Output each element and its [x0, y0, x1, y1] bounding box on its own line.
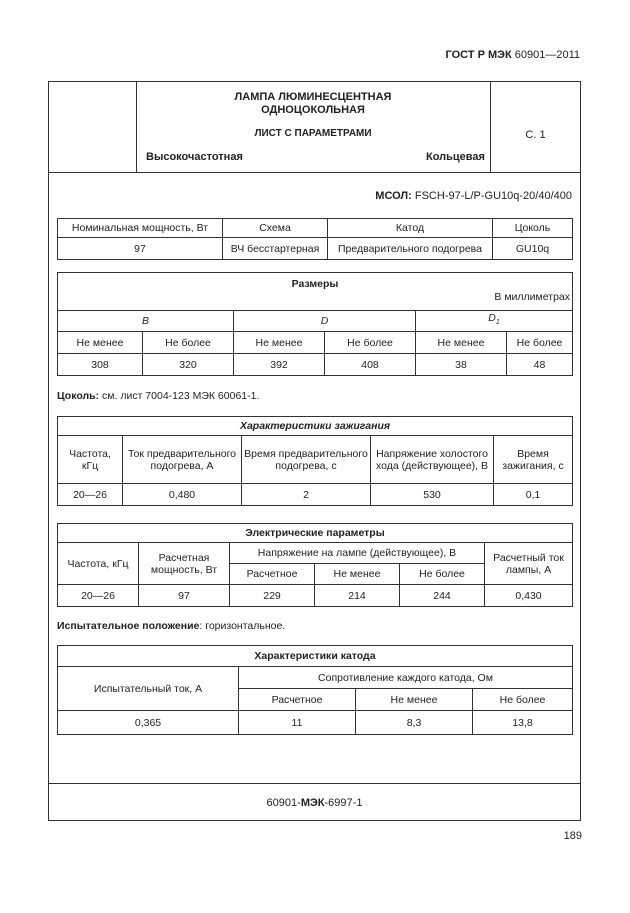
header-left-label: Высокочастотная [146, 151, 243, 163]
ignition-table [57, 416, 573, 506]
value-cell: 408 [325, 354, 416, 376]
test-position-note: Испытательное положение: горизонтальное. [57, 620, 286, 632]
sub-header: Не менее [356, 689, 473, 711]
header-cell: Номинальная мощность, Вт [58, 219, 223, 238]
table-caption: Электрические параметры [58, 524, 573, 543]
sub-header: Не более [473, 689, 573, 711]
header-cell: Напряжение на лампе (действующее), В [230, 543, 485, 564]
header-subtitle: ЛИСТ С ПАРАМЕТРАМИ [254, 128, 372, 139]
sub-header: Не более [143, 332, 234, 354]
sheet-code: 60901-МЭК-6997-1 [266, 797, 363, 809]
header-cell: Сопротивление каждого катода, Ом [239, 667, 573, 689]
sizes-caption-cell [58, 273, 573, 311]
header-cell: Расчетный ток лампы, А [485, 543, 573, 585]
value-cell: 0,480 [123, 484, 242, 506]
header-cell: Схема [223, 219, 328, 238]
header-cell: Катод [328, 219, 493, 238]
header-cell: Испытательный ток, А [58, 667, 239, 711]
value-cell: 320 [143, 354, 234, 376]
standard-designation: ГОСТ Р МЭК 60901—2011 [445, 49, 580, 61]
sub-header: Не менее [416, 332, 507, 354]
value-cell: Предварительного подогрева [328, 238, 493, 260]
value-cell: 2 [242, 484, 371, 506]
header-cell: Расчетная мощность, Вт [139, 543, 230, 585]
general-table [57, 218, 573, 260]
sheet-number: С. 1 [525, 129, 546, 141]
value-cell: 97 [58, 238, 223, 260]
base-note: Цоколь: см. лист 7004-123 МЭК 60061-1. [57, 390, 260, 402]
sub-header: Не менее [315, 564, 400, 585]
value-cell: 530 [371, 484, 494, 506]
units-label: В миллиметрах [494, 291, 570, 303]
sub-header: Не менее [234, 332, 325, 354]
value-cell: 20—26 [58, 585, 139, 607]
cathode-table [57, 645, 573, 735]
value-cell: 38 [416, 354, 507, 376]
value-cell: 11 [239, 711, 356, 735]
sub-header: Не более [325, 332, 416, 354]
value-cell: 0,1 [494, 484, 573, 506]
electrical-table [57, 523, 573, 607]
table-caption: Характеристики зажигания [58, 417, 573, 436]
sheet-header [48, 81, 581, 173]
header-cell: Частота, кГц [58, 436, 123, 484]
value-cell: 20—26 [58, 484, 123, 506]
sub-header: Не более [507, 332, 573, 354]
value-cell: 308 [58, 354, 143, 376]
value-cell: 0,365 [58, 711, 239, 735]
mcol-designation: МСОЛ: FSCH-97-L/P-GU10q-20/40/400 [375, 190, 572, 202]
value-cell: 0,430 [485, 585, 573, 607]
value-cell: 214 [315, 585, 400, 607]
value-cell: 97 [139, 585, 230, 607]
sub-header: Расчетное [230, 564, 315, 585]
footer-divider [48, 783, 581, 784]
header-cell: Ток предварительного подогрева, А [123, 436, 242, 484]
page-number: 189 [563, 830, 582, 842]
header-cell: Напряжение холостого хода (действующее), В [371, 436, 494, 484]
sub-header: Не менее [58, 332, 143, 354]
table-caption: Характеристики катода [58, 646, 573, 667]
table-caption: Размеры [291, 278, 339, 290]
value-cell: 244 [400, 585, 485, 607]
sub-header: Расчетное [239, 689, 356, 711]
dim-b: B [58, 311, 234, 332]
value-cell: ВЧ бесстартерная [223, 238, 328, 260]
header-cell: Время зажигания, с [494, 436, 573, 484]
value-cell: 229 [230, 585, 315, 607]
header-cell: Частота, кГц [58, 543, 139, 585]
header-title: ЛАМПА ЛЮМИНЕСЦЕНТНАЯ ОДНОЦОКОЛЬНАЯ [234, 91, 392, 116]
sub-header: Не более [400, 564, 485, 585]
header-right-label: Кольцевая [426, 151, 485, 163]
header-cell: Время предварительного подогрева, с [242, 436, 371, 484]
value-cell: 48 [507, 354, 573, 376]
sizes-table [57, 272, 573, 376]
value-cell: 13,8 [473, 711, 573, 735]
header-cell: Цоколь [493, 219, 573, 238]
value-cell: 8,3 [356, 711, 473, 735]
value-cell: 392 [234, 354, 325, 376]
value-cell: GU10q [493, 238, 573, 260]
dim-d: D [234, 311, 416, 332]
dim-d1: $D_1$ [416, 311, 573, 332]
